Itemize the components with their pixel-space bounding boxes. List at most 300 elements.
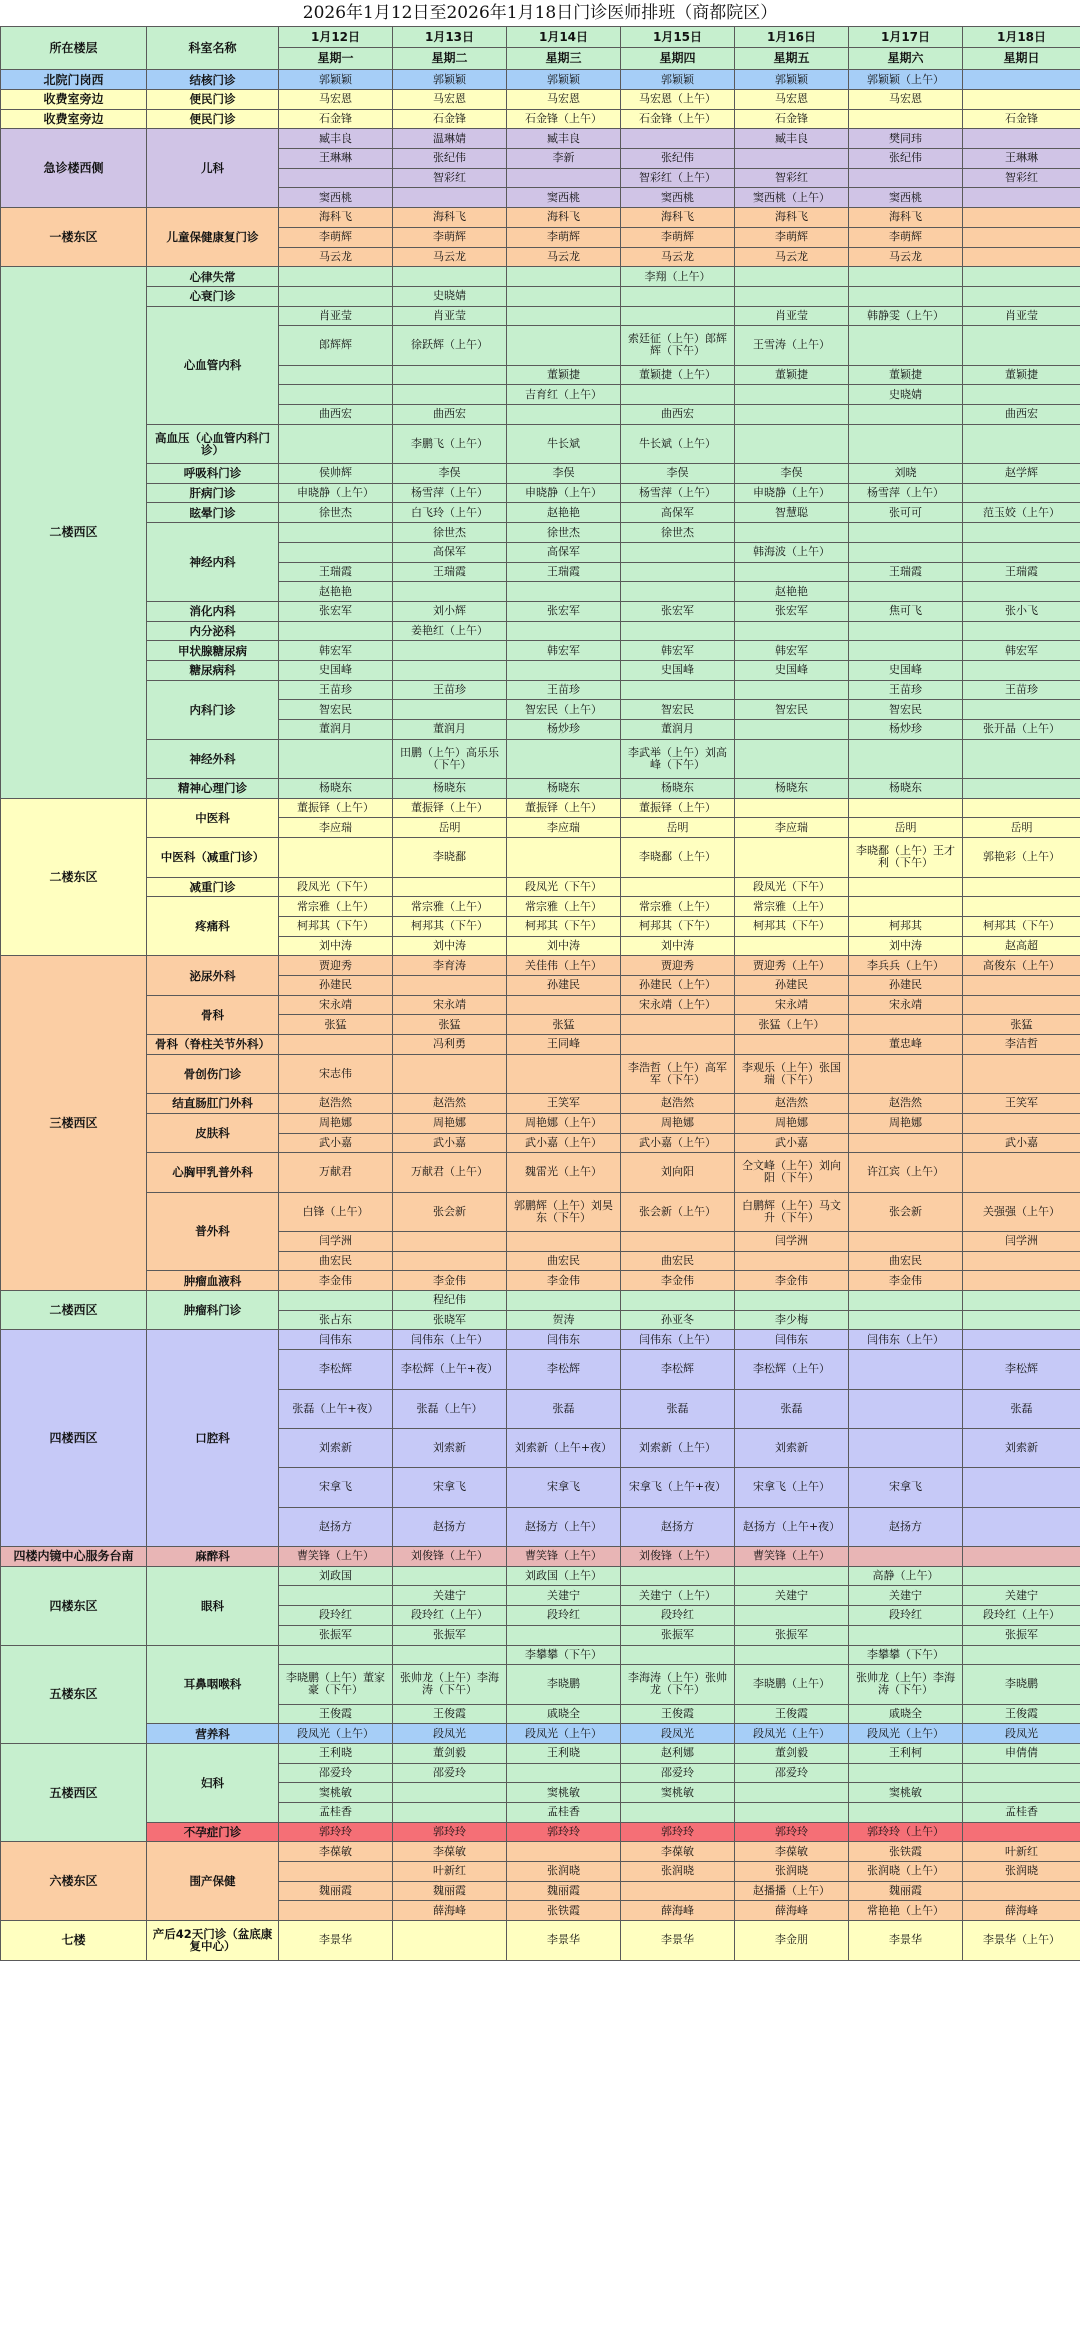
doctor-cell [963, 1251, 1080, 1271]
doctor-cell: 刘索新（上午） [621, 1428, 735, 1467]
doctor-cell [849, 1547, 963, 1567]
doctor-cell [735, 1251, 849, 1271]
doctor-cell: 孙建民（上午） [621, 976, 735, 996]
doctor-cell [279, 385, 393, 405]
schedule-row [1, 1645, 1080, 1665]
department-cell: 内分泌科 [147, 621, 279, 641]
doctor-cell: 史晓婧 [849, 385, 963, 405]
doctor-cell: 李俣 [507, 464, 621, 484]
weekday-header: 星期二 [393, 47, 507, 70]
doctor-cell: 董振铎（上午） [393, 798, 507, 818]
doctor-cell: 赵学辉 [963, 464, 1080, 484]
doctor-cell: 孙建民 [507, 976, 621, 996]
doctor-cell [963, 582, 1080, 602]
doctor-cell: 王琳琳 [963, 149, 1080, 169]
doctor-cell: 郭颖颖 [621, 70, 735, 90]
schedule-row [1, 286, 1080, 306]
date-header: 1月16日 [735, 27, 849, 48]
doctor-cell: 董颖捷（上午） [621, 365, 735, 385]
doctor-cell: 赵高超 [963, 936, 1080, 956]
doctor-cell: 孟桂香 [963, 1803, 1080, 1823]
doctor-cell [507, 306, 621, 326]
doctor-cell: 叶新红 [963, 1842, 1080, 1862]
doctor-cell [393, 877, 507, 897]
doctor-cell: 董剑毅 [735, 1743, 849, 1763]
doctor-cell: 樊同玮 [849, 129, 963, 149]
doctor-cell: 段凤光（上午） [849, 1724, 963, 1744]
schedule-row [1, 1330, 1080, 1350]
doctor-cell: 常宗雅（上午） [279, 897, 393, 917]
doctor-cell [621, 680, 735, 700]
doctor-cell: 邵爱玲 [279, 1763, 393, 1783]
doctor-cell [735, 621, 849, 641]
floor-cell: 四楼东区 [1, 1566, 147, 1645]
doctor-cell [621, 1231, 735, 1251]
doctor-cell: 李萌辉 [735, 227, 849, 247]
doctor-cell: 刘中涛 [393, 936, 507, 956]
doctor-cell: 杨炒珍 [507, 720, 621, 740]
doctor-cell [735, 798, 849, 818]
doctor-cell: 徐世杰 [279, 503, 393, 523]
doctor-cell: 张开晶（上午） [963, 720, 1080, 740]
doctor-cell [735, 286, 849, 306]
doctor-cell: 张宏军 [507, 601, 621, 621]
doctor-cell: 刘中涛 [279, 936, 393, 956]
floor-cell: 五楼西区 [1, 1743, 147, 1841]
doctor-cell [735, 523, 849, 543]
schedule-row [1, 109, 1080, 129]
department-cell: 中医科 [147, 798, 279, 837]
doctor-cell: 魏丽霞 [279, 1881, 393, 1901]
schedule-row [1, 483, 1080, 503]
doctor-cell: 贾迎秀（上午） [735, 956, 849, 976]
doctor-cell: 贺涛 [507, 1310, 621, 1330]
doctor-cell: 王雪涛（上午） [735, 326, 849, 365]
doctor-cell: 李松辉（上午） [735, 1350, 849, 1389]
doctor-cell: 常宗雅（上午） [621, 897, 735, 917]
doctor-cell: 关佳伟（上午） [507, 956, 621, 976]
doctor-cell: 柯邦其（下午） [963, 916, 1080, 936]
doctor-cell: 张占东 [279, 1310, 393, 1330]
doctor-cell [735, 424, 849, 463]
doctor-cell [849, 168, 963, 188]
doctor-cell: 李萌辉 [279, 227, 393, 247]
doctor-cell: 李景华 [507, 1921, 621, 1960]
doctor-cell: 曲宏民 [279, 1251, 393, 1271]
department-cell: 不孕症门诊 [147, 1822, 279, 1842]
doctor-cell: 马宏恩 [393, 90, 507, 110]
doctor-cell: 李景华 [279, 1921, 393, 1960]
doctor-cell: 李葆敏 [621, 1842, 735, 1862]
department-cell: 结核门诊 [147, 70, 279, 90]
doctor-cell: 曹笑锋（上午） [279, 1547, 393, 1567]
doctor-cell: 李俣 [735, 464, 849, 484]
doctor-cell: 柯邦其（下午） [507, 916, 621, 936]
doctor-cell: 周艳娜 [393, 1113, 507, 1133]
doctor-cell: 侯帅辉 [279, 464, 393, 484]
doctor-cell: 赵浩然 [849, 1094, 963, 1114]
doctor-cell: 李鹏飞（上午） [393, 424, 507, 463]
doctor-cell: 薛海峰 [963, 1901, 1080, 1921]
doctor-cell [621, 1291, 735, 1311]
floor-cell: 二楼东区 [1, 798, 147, 956]
doctor-cell: 岳明 [849, 818, 963, 838]
department-cell: 口腔科 [147, 1330, 279, 1547]
doctor-cell: 柯邦其（下午） [735, 916, 849, 936]
doctor-cell: 董润月 [279, 720, 393, 740]
department-cell: 心律失常 [147, 267, 279, 287]
doctor-cell: 牛长斌（上午） [621, 424, 735, 463]
schedule-row [1, 1094, 1080, 1114]
doctor-cell: 申倩倩 [963, 1743, 1080, 1763]
doctor-cell: 赵扬方 [393, 1507, 507, 1546]
doctor-cell: 赵艳艳 [735, 582, 849, 602]
doctor-cell: 闫伟东 [279, 1330, 393, 1350]
doctor-cell [735, 720, 849, 740]
schedule-row [1, 1192, 1080, 1231]
doctor-cell: 张磊 [507, 1389, 621, 1428]
doctor-cell [963, 739, 1080, 778]
doctor-cell: 许江宾（上午） [849, 1153, 963, 1192]
doctor-cell [279, 1291, 393, 1311]
doctor-cell [279, 1586, 393, 1606]
doctor-cell: 王苗珍 [393, 680, 507, 700]
doctor-cell [507, 838, 621, 877]
doctor-cell: 张磊 [963, 1389, 1080, 1428]
doctor-cell: 岳明 [393, 818, 507, 838]
doctor-cell [393, 1251, 507, 1271]
doctor-cell: 窦桃敏 [849, 1783, 963, 1803]
department-cell: 眼科 [147, 1566, 279, 1645]
schedule-row [1, 897, 1080, 917]
doctor-cell [849, 326, 963, 365]
schedule-row [1, 779, 1080, 799]
doctor-cell: 郭艳彩（上午） [963, 838, 1080, 877]
doctor-cell: 窦西桃 [279, 188, 393, 208]
doctor-cell: 张润晓 [507, 1862, 621, 1882]
doctor-cell: 李新 [507, 149, 621, 169]
doctor-cell: 关建宁 [735, 1586, 849, 1606]
doctor-cell [279, 1901, 393, 1921]
doctor-cell: 曲西宏 [621, 405, 735, 425]
doctor-cell: 杨雪萍（上午） [393, 483, 507, 503]
doctor-cell: 关建宁 [849, 1586, 963, 1606]
doctor-cell [963, 877, 1080, 897]
doctor-cell: 李萌辉 [507, 227, 621, 247]
doctor-cell: 李俣 [393, 464, 507, 484]
doctor-cell: 张可可 [849, 503, 963, 523]
doctor-cell [963, 247, 1080, 267]
department-cell: 普外科 [147, 1192, 279, 1271]
doctor-cell: 张晓军 [393, 1310, 507, 1330]
doctor-cell [849, 1310, 963, 1330]
weekday-header: 星期六 [849, 47, 963, 70]
doctor-cell: 李松辉 [279, 1350, 393, 1389]
doctor-cell [621, 286, 735, 306]
doctor-cell [621, 542, 735, 562]
doctor-cell [621, 1803, 735, 1823]
doctor-cell [393, 1921, 507, 1960]
doctor-cell: 张猛 [507, 1015, 621, 1035]
doctor-cell [849, 1133, 963, 1153]
department-cell: 减重门诊 [147, 877, 279, 897]
department-cell: 泌尿外科 [147, 956, 279, 995]
doctor-cell: 白锋（上午） [279, 1192, 393, 1231]
doctor-cell: 李金伟 [849, 1271, 963, 1291]
doctor-cell: 李应瑞 [735, 818, 849, 838]
doctor-cell: 宋永靖 [735, 995, 849, 1015]
doctor-cell: 李武举（上午）刘高峰（下午） [621, 739, 735, 778]
doctor-cell [507, 739, 621, 778]
doctor-cell [735, 1291, 849, 1311]
doctor-cell [963, 1291, 1080, 1311]
schedule-row [1, 601, 1080, 621]
doctor-cell: 徐世杰 [507, 523, 621, 543]
doctor-cell: 张振军 [393, 1625, 507, 1645]
date-header: 1月14日 [507, 27, 621, 48]
doctor-cell: 李晓鹏（上午） [735, 1665, 849, 1704]
doctor-cell: 张润晓 [621, 1862, 735, 1882]
doctor-cell: 李育涛 [393, 956, 507, 976]
doctor-cell: 窦桃敏 [507, 1783, 621, 1803]
doctor-cell: 赵浩然 [621, 1094, 735, 1114]
doctor-cell: 宋拿飞 [279, 1468, 393, 1507]
doctor-cell: 智彩红 [735, 168, 849, 188]
doctor-cell [849, 1291, 963, 1311]
doctor-cell: 杨晓东 [393, 779, 507, 799]
doctor-cell [963, 90, 1080, 110]
doctor-cell [849, 1803, 963, 1823]
doctor-cell [849, 523, 963, 543]
doctor-cell: 申晓静（上午） [279, 483, 393, 503]
doctor-cell: 岳明 [621, 818, 735, 838]
doctor-cell [963, 779, 1080, 799]
schedule-row [1, 90, 1080, 110]
doctor-cell: 曹笑锋（上午） [507, 1547, 621, 1567]
department-cell: 精神心理门诊 [147, 779, 279, 799]
doctor-cell [621, 129, 735, 149]
doctor-cell: 王苗珍 [279, 680, 393, 700]
doctor-cell: 薛海峰 [735, 1901, 849, 1921]
doctor-cell: 张铁霞 [849, 1842, 963, 1862]
doctor-cell: 孙建民 [279, 976, 393, 996]
department-cell: 疼痛科 [147, 897, 279, 956]
doctor-cell: 徐世杰 [393, 523, 507, 543]
doctor-cell: 宋永靖 [393, 995, 507, 1015]
doctor-cell: 张猛 [279, 1015, 393, 1035]
doctor-cell: 智宏民 [735, 700, 849, 720]
doctor-cell: 马云龙 [621, 247, 735, 267]
doctor-cell: 高静（上午） [849, 1566, 963, 1586]
schedule-table [0, 26, 1080, 1961]
doctor-cell: 曲宏民 [621, 1251, 735, 1271]
doctor-cell [507, 168, 621, 188]
doctor-cell: 窦桃敏 [621, 1783, 735, 1803]
doctor-cell: 马宏恩 [507, 90, 621, 110]
doctor-cell: 赵扬方（上午+夜） [735, 1507, 849, 1546]
doctor-cell: 刘中涛 [621, 936, 735, 956]
department-cell: 消化内科 [147, 601, 279, 621]
doctor-cell: 李葆敏 [279, 1842, 393, 1862]
doctor-cell [849, 1231, 963, 1251]
doctor-cell: 温琳婧 [393, 129, 507, 149]
doctor-cell: 赵扬方（上午） [507, 1507, 621, 1546]
doctor-cell: 李松辉 [621, 1350, 735, 1389]
doctor-cell: 姜艳红（上午） [393, 621, 507, 641]
doctor-cell [963, 542, 1080, 562]
doctor-cell [507, 286, 621, 306]
doctor-cell: 张猛 [393, 1015, 507, 1035]
doctor-cell: 孟桂香 [507, 1803, 621, 1823]
doctor-cell: 薛海峰 [621, 1901, 735, 1921]
schedule-row [1, 1547, 1080, 1567]
doctor-cell: 李景华（上午） [963, 1921, 1080, 1960]
doctor-cell [279, 838, 393, 877]
doctor-cell: 臧丰良 [735, 129, 849, 149]
doctor-cell: 刘索新 [279, 1428, 393, 1467]
schedule-row [1, 1724, 1080, 1744]
doctor-cell: 李松辉 [963, 1350, 1080, 1389]
schedule-row [1, 424, 1080, 463]
doctor-cell: 李金朋 [735, 1921, 849, 1960]
doctor-cell [393, 1566, 507, 1586]
doctor-cell: 段玲红 [621, 1606, 735, 1626]
doctor-cell: 程纪伟 [393, 1291, 507, 1311]
doctor-cell: 李俣 [621, 464, 735, 484]
doctor-cell: 刘俊锋（上午） [621, 1547, 735, 1567]
department-cell: 便民门诊 [147, 90, 279, 110]
doctor-cell: 肖亚莹 [279, 306, 393, 326]
doctor-cell: 韩宏军 [621, 641, 735, 661]
doctor-cell: 武小嘉 [963, 1133, 1080, 1153]
doctor-cell: 刘中涛 [849, 936, 963, 956]
doctor-cell: 石金锋 [963, 109, 1080, 129]
department-cell: 糖尿病科 [147, 660, 279, 680]
doctor-cell [849, 897, 963, 917]
doctor-cell: 段凤光（下午） [735, 877, 849, 897]
doctor-cell: 张会新 [849, 1192, 963, 1231]
doctor-cell: 张磊 [621, 1389, 735, 1428]
doctor-cell: 李应瑞 [279, 818, 393, 838]
doctor-cell [963, 1822, 1080, 1842]
doctor-cell: 李松辉 [507, 1350, 621, 1389]
doctor-cell [507, 326, 621, 365]
doctor-cell [393, 365, 507, 385]
floor-cell: 五楼东区 [1, 1645, 147, 1743]
department-cell: 骨创伤门诊 [147, 1054, 279, 1093]
doctor-cell: 郭玲玲 [279, 1822, 393, 1842]
schedule-row [1, 660, 1080, 680]
doctor-cell: 闫伟东（上午） [621, 1330, 735, 1350]
doctor-cell: 曲宏民 [507, 1251, 621, 1271]
doctor-cell: 段玲红（上午） [963, 1606, 1080, 1626]
doctor-cell: 李晓鹏 [507, 1665, 621, 1704]
doctor-cell: 贾迎秀 [279, 956, 393, 976]
doctor-cell: 杨晓东 [279, 779, 393, 799]
doctor-cell [849, 641, 963, 661]
doctor-cell: 段玲红 [849, 1606, 963, 1626]
doctor-cell: 范玉姣（上午） [963, 503, 1080, 523]
doctor-cell: 马云龙 [735, 247, 849, 267]
doctor-cell [963, 1330, 1080, 1350]
floor-cell: 二楼西区 [1, 267, 147, 799]
doctor-cell [393, 660, 507, 680]
department-cell: 神经外科 [147, 739, 279, 778]
doctor-cell: 董忠峰 [849, 1035, 963, 1055]
doctor-cell: 李晓鹏 [963, 1665, 1080, 1704]
doctor-cell [735, 739, 849, 778]
floor-cell: 收费室旁边 [1, 109, 147, 129]
doctor-cell: 窦西桃 [507, 188, 621, 208]
doctor-cell [963, 523, 1080, 543]
department-cell: 高血压（心血管内科门诊） [147, 424, 279, 463]
doctor-cell: 王苗珍 [507, 680, 621, 700]
schedule-row [1, 523, 1080, 543]
department-cell: 骨科 [147, 995, 279, 1034]
doctor-cell: 周艳娜 [621, 1113, 735, 1133]
doctor-cell: 邵爱玲 [393, 1763, 507, 1783]
doctor-cell: 吉育红（上午） [507, 385, 621, 405]
doctor-cell: 智宏民 [279, 700, 393, 720]
doctor-cell: 戚晓全 [849, 1704, 963, 1724]
doctor-cell: 李兵兵（上午） [849, 956, 963, 976]
doctor-cell: 马宏恩 [735, 90, 849, 110]
doctor-cell [621, 385, 735, 405]
doctor-cell: 宋拿飞 [393, 1468, 507, 1507]
doctor-cell: 宋拿飞 [507, 1468, 621, 1507]
doctor-cell [621, 306, 735, 326]
doctor-cell: 万献君（上午） [393, 1153, 507, 1192]
doctor-cell: 张宏军 [735, 601, 849, 621]
doctor-cell: 周艳娜 [279, 1113, 393, 1133]
doctor-cell [735, 267, 849, 287]
schedule-row [1, 267, 1080, 287]
doctor-cell: 韩宏军 [963, 641, 1080, 661]
doctor-cell: 刘晓 [849, 464, 963, 484]
doctor-cell [849, 1054, 963, 1093]
doctor-cell [963, 660, 1080, 680]
doctor-cell [735, 1645, 849, 1665]
doctor-cell: 史晓婧 [393, 286, 507, 306]
schedule-row [1, 306, 1080, 326]
doctor-cell [393, 267, 507, 287]
doctor-cell [507, 1625, 621, 1645]
doctor-cell [849, 1625, 963, 1645]
doctor-cell [393, 700, 507, 720]
doctor-cell: 白鹏辉（上午）马文升（下午） [735, 1192, 849, 1231]
doctor-cell [507, 660, 621, 680]
doctor-cell: 段玲红 [507, 1606, 621, 1626]
department-cell: 心胸甲乳普外科 [147, 1153, 279, 1192]
doctor-cell [849, 286, 963, 306]
doctor-cell: 窦西桃 [621, 188, 735, 208]
doctor-cell: 赵扬方 [849, 1507, 963, 1546]
doctor-cell [393, 1231, 507, 1251]
doctor-cell: 郭鹏辉（上午）刘昊东（下午） [507, 1192, 621, 1231]
doctor-cell [279, 1862, 393, 1882]
doctor-cell: 郭颖颖 [507, 70, 621, 90]
doctor-cell: 韩静雯（上午） [849, 306, 963, 326]
doctor-cell: 董振铎（上午） [621, 798, 735, 818]
doctor-cell: 薛海峰 [393, 1901, 507, 1921]
doctor-cell [849, 1015, 963, 1035]
doctor-cell: 魏丽霞 [849, 1881, 963, 1901]
doctor-cell [735, 562, 849, 582]
department-cell: 神经内科 [147, 523, 279, 602]
doctor-cell: 闫伟东 [735, 1330, 849, 1350]
schedule-row [1, 798, 1080, 818]
doctor-cell [279, 1035, 393, 1055]
